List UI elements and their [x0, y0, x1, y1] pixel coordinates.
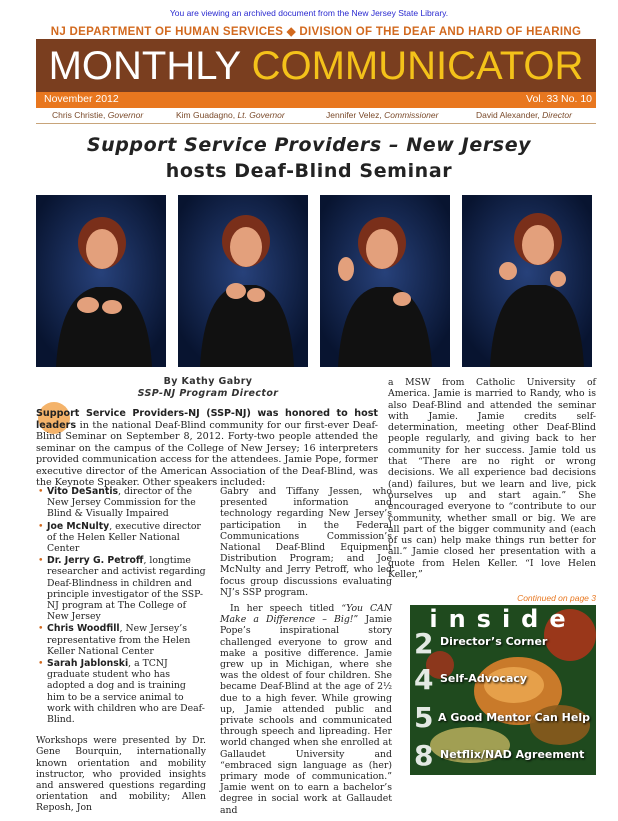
column-2-paragraph-2: In her speech titled “You CAN Make a Difference – Big!” Jamie Pope’s inspirational story challenged everyone to grow and make a positive difference. Jamie grew up in Michigan, where she was the oldest of four children. She became Deaf-Blind at the age of 2½ due to a high fever. While growing up, Jamie attended public and private schools and communicated through speech and lipreading. Her world changed when she enrolled at Gallaudet University and “embraced sign language as (her) primary mode of communication.” Jamie went on to earn a bachelor’s degree in social work at Gallaudet and [220, 603, 392, 816]
archive-notice: You are viewing an archived document from the New Jersey State Library. [169, 8, 449, 18]
inside-box [410, 605, 596, 775]
author-role: SSP-NJ Program Director [137, 388, 279, 399]
official-commissioner: Jennifer Velez, Commissioner [326, 110, 439, 120]
masthead-word-monthly: MONTHLY [48, 44, 241, 88]
inside-heading: inside [429, 605, 577, 633]
list-item: • Dr. Jerry G. Petroff, longtime researcher and activist regarding Deaf-Blindness in children and principle investigator of the SSP-NJ program at The College of New Jersey [36, 555, 206, 622]
list-item: • Joe McNulty, executive director of the Helen Keller National Center [36, 521, 206, 555]
lead-text: in the national Deaf-Blind community for our first-ever Deaf-Blind Seminar on September 8, 2012. Forty-two people attended the seminar on the campus of the College of New Jersey; 16 interpreters provided communication access for the attendees. Jamie Pope, former executive director of the American Association of the Deaf-Blind, was the Keynote Speaker. Other speakers included: [36, 419, 378, 488]
issue-date: November 2012 [44, 93, 119, 105]
article-title-line2: hosts Deaf-Blind Seminar [165, 160, 453, 182]
department-left: NJ DEPARTMENT OF HUMAN SERVICES [50, 26, 284, 38]
list-item: • Vito DeSantis, director of the New Jersey Commission for the Blind & Visually Impaired [36, 486, 206, 520]
article-column-3: a MSW from Catholic University of America. Jamie is married to Randy, who is also Deaf-Blind and attended the seminar with Jamie. Jamie credits self-determination, meeting other Deaf-Blind people regularly, and giving back to her community for her success. Jamie told us that “There are no right or wrong decisions. We all experience bad decisions (and) failures, but we learn and live, pick ourselves up and start again.” She encouraged everyone to “contribute to our community, whether small or big. We are all part of the bigger community and (each of us can) help make things run better for all.” Jamie closed her presentation with a quote from Helen Keller. “I love Helen Keller,” [388, 377, 596, 581]
lead-bold-text: Support Service Providers-NJ (SSP-NJ) was honored to host leaders [36, 408, 378, 431]
inside-item-netflix-nad[interactable]: Netflix/NAD Agreement [440, 748, 585, 761]
issue-volume: Vol. 33 No. 10 [526, 93, 592, 105]
masthead-title [36, 41, 596, 91]
inside-page-number: 5 [414, 701, 434, 734]
list-item: • Sarah Jablonski, a TCNJ graduate student who has adopted a dog and is training him to be a service animal to work with children who are Deaf-Blind. [36, 658, 206, 725]
official-governor: Chris Christie, Governor [52, 110, 144, 120]
inside-item-good-mentor[interactable]: A Good Mentor Can Help [438, 711, 590, 724]
article-byline [36, 376, 380, 400]
department-right: DIVISION OF THE DEAF AND HARD OF HEARING [299, 26, 582, 38]
department-line [36, 24, 596, 38]
speaker-list [36, 486, 206, 725]
speaker-photo-1 [36, 195, 166, 367]
speech-title: You CAN Make a Difference – Big! [220, 603, 392, 626]
speaker-photo-4 [462, 195, 592, 367]
header-rule [36, 123, 596, 124]
inside-page-number: 8 [414, 739, 434, 772]
speaker-photo-3 [320, 195, 450, 367]
inside-item-self-advocacy[interactable]: Self-Advocacy [440, 672, 528, 685]
author-name: By Kathy Gabry [163, 376, 253, 387]
speaker-photo-2 [178, 195, 308, 367]
list-item: • Chris Woodfill, New Jersey’s representative from the Helen Keller National Center [36, 623, 206, 657]
article-title-line1: Support Service Providers – New Jersey [86, 134, 532, 156]
article-column-1 [36, 486, 206, 814]
masthead-word-communicator: COMMUNICATOR [251, 44, 584, 88]
inside-item-directors-corner[interactable]: Director’s Corner [440, 635, 548, 648]
official-lt-governor: Kim Guadagno, Lt. Governor [176, 110, 285, 120]
diamond-icon: ◆ [286, 26, 296, 38]
inside-page-number: 2 [414, 627, 434, 660]
continued-link[interactable]: Continued on page 3 [517, 593, 596, 603]
article-lead [36, 408, 378, 489]
issue-bar [36, 92, 596, 108]
inside-page-number: 4 [414, 663, 434, 696]
workshops-paragraph: Workshops were presented by Dr. Gene Bourquin, internationally known orientation and mobility instructor, who provided insights and answered questions regarding orientation and mobility; Allen Reposh, Jon [36, 735, 206, 814]
official-director: David Alexander, Director [476, 110, 572, 120]
column-2-paragraph-1: Gabry and Tiffany Jessen, who presented information and technology regarding New Jersey’s participation in the Federal Communications Commission’s National Deaf-Blind Equipment Distribution Program; and Joe McNulty and Jerry Petroff, who led focus group discussions evaluating NJ’s SSP program. [220, 486, 392, 598]
article-column-2 [220, 486, 392, 821]
